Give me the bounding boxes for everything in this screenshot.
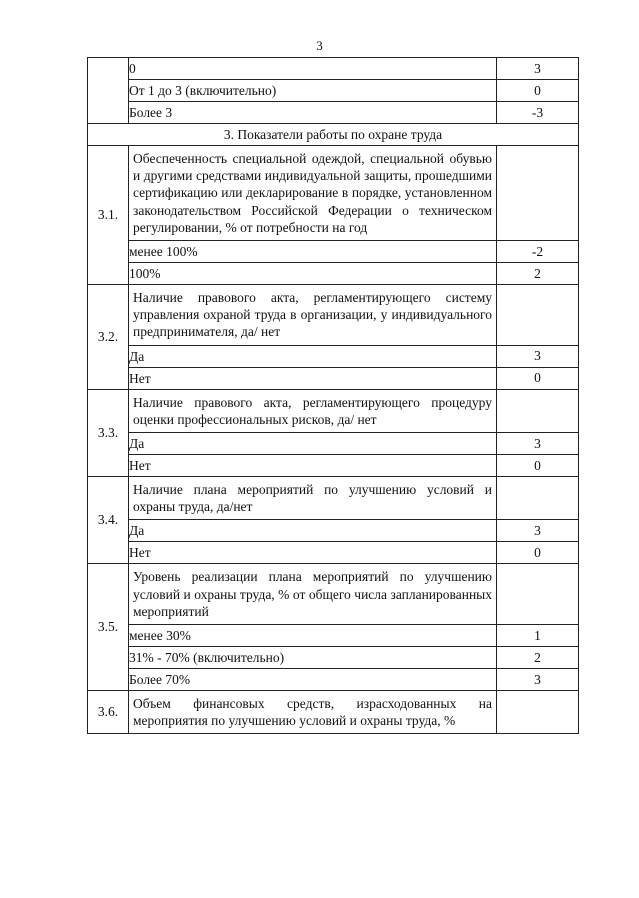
item-number: 3.3. xyxy=(88,389,129,476)
item-number: 3.4. xyxy=(88,477,129,564)
table-row xyxy=(88,520,579,542)
table-row xyxy=(88,564,579,625)
option-value: 0 xyxy=(497,80,579,102)
option-label: Да xyxy=(129,345,497,367)
section-title: 3. Показатели работы по охране труда xyxy=(88,124,579,146)
table-row xyxy=(88,146,579,241)
table-row xyxy=(88,263,579,285)
table-row xyxy=(88,542,579,564)
option-label: Нет xyxy=(129,367,497,389)
option-value: -3 xyxy=(497,102,579,124)
table-row xyxy=(88,285,579,346)
item-description: Уровень реализации плана мероприятий по улучшению условий и охраны труда, % от общего числа запланированных мероприятий xyxy=(129,564,497,625)
table-row xyxy=(88,691,579,734)
item-value-empty xyxy=(497,146,579,241)
item-description: Обеспеченность специальной одеждой, специальной обувью и другими средствами индивидуальной защиты, прошедшими сертификацию или декларирование в порядке, установленном законодательством Российской Федерации о техническом регулировании, % от потребности на год xyxy=(129,146,497,241)
option-value: 2 xyxy=(497,647,579,669)
option-value: 1 xyxy=(497,625,579,647)
option-value: 0 xyxy=(497,455,579,477)
page-number: 3 xyxy=(316,38,323,53)
option-value: 3 xyxy=(497,345,579,367)
option-label: Более 70% xyxy=(129,669,497,691)
item-description: Наличие правового акта, регламентирующего процедуру оценки профессиональных рисков, да/ нет xyxy=(129,389,497,432)
table-row xyxy=(88,80,579,102)
table-row xyxy=(88,367,579,389)
item-value-empty xyxy=(497,564,579,625)
option-value: 0 xyxy=(497,542,579,564)
item-value-empty xyxy=(497,389,579,432)
table-row xyxy=(88,625,579,647)
table-row xyxy=(88,345,579,367)
option-value: 0 xyxy=(497,367,579,389)
item-description: Объем финансовых средств, израсходованных на мероприятия по улучшению условий и охраны труда, % xyxy=(129,691,497,734)
item-number: 3.2. xyxy=(88,285,129,390)
item-number: 3.1. xyxy=(88,146,129,285)
item-number: 3.6. xyxy=(88,691,129,734)
option-label: менее 30% xyxy=(129,625,497,647)
option-value: 3 xyxy=(497,58,579,80)
table-row xyxy=(88,455,579,477)
option-label: Да xyxy=(129,520,497,542)
option-label: 0 xyxy=(129,58,497,80)
item-description: Наличие плана мероприятий по улучшению условий и охраны труда, да/нет xyxy=(129,477,497,520)
section-heading-row xyxy=(88,124,579,146)
option-value: 2 xyxy=(497,263,579,285)
table-row xyxy=(88,669,579,691)
option-label: От 1 до 3 (включительно) xyxy=(129,80,497,102)
option-label: Более 3 xyxy=(129,102,497,124)
table-row xyxy=(88,647,579,669)
item-number-cell xyxy=(88,58,129,124)
item-value-empty xyxy=(497,285,579,346)
table-row xyxy=(88,58,579,80)
table-row xyxy=(88,389,579,432)
item-number: 3.5. xyxy=(88,564,129,691)
option-label: менее 100% xyxy=(129,241,497,263)
option-label: Да xyxy=(129,433,497,455)
option-label: Нет xyxy=(129,455,497,477)
item-description: Наличие правового акта, регламентирующего систему управления охраной труда в организации, у индивидуального предпринимателя, да/ нет xyxy=(129,285,497,346)
option-value: -2 xyxy=(497,241,579,263)
option-label: 100% xyxy=(129,263,497,285)
table-row xyxy=(88,241,579,263)
option-value: 3 xyxy=(497,433,579,455)
option-value: 3 xyxy=(497,669,579,691)
option-label: 31% - 70% (включительно) xyxy=(129,647,497,669)
table-row xyxy=(88,102,579,124)
option-label: Нет xyxy=(129,542,497,564)
table-row xyxy=(88,477,579,520)
item-value-empty xyxy=(497,477,579,520)
option-value: 3 xyxy=(497,520,579,542)
criteria-table xyxy=(87,57,579,734)
item-value-empty xyxy=(497,691,579,734)
table-row xyxy=(88,433,579,455)
